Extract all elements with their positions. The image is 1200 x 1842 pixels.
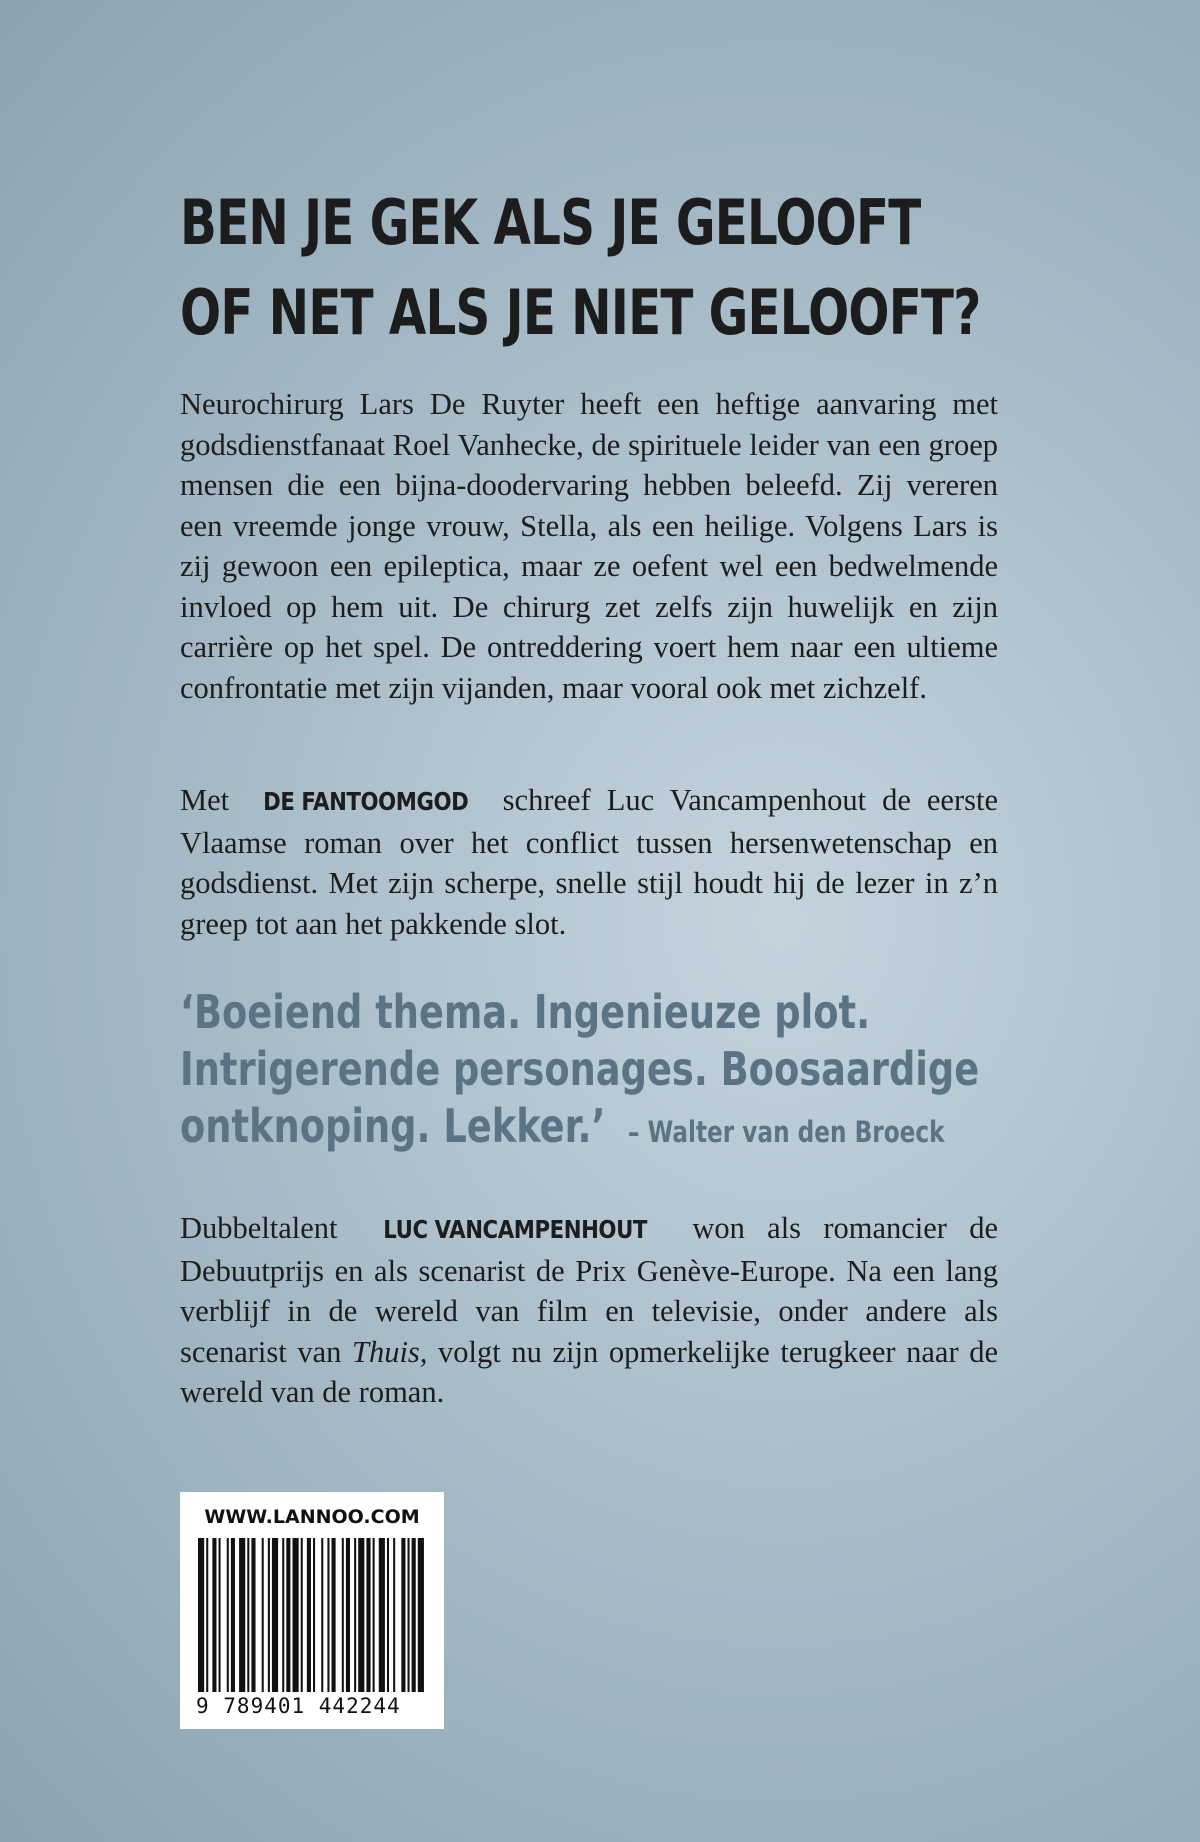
barcode-bar <box>286 1538 290 1692</box>
barcode-bar <box>227 1538 229 1692</box>
about-author-paragraph <box>180 1208 998 1413</box>
synopsis-paragraph: Neurochirurg Lars De Ruyter heeft een heftige aanvaring met godsdienstfanaat Roel Vanhecke, de spirituele leider van een groep mensen die een bijna-doodervaring hebben beleefd. Zij vereren een vreemde jonge vrouw, Stella, als een heilige. Volgens Lars is zij gewoon een epileptica, maar ze oefent wel een bedwelmende invloed op hem uit. De chirurg zet zelfs zijn huwelijk en zijn carrière op het spel. De ontreddering voert hem naar een ultieme confrontatie met zijn vijanden, maar vooral ook met zichzelf. <box>180 387 998 705</box>
barcode-bar <box>366 1538 370 1692</box>
barcode-bar <box>292 1538 298 1692</box>
about-book-prefix: Met <box>180 783 230 817</box>
barcode-bar <box>247 1538 249 1692</box>
about-author-text-2: volgt nu zijn opmerkelijke terugkeer naar de wereld van de roman. <box>180 1334 999 1409</box>
barcode-bar <box>262 1538 264 1692</box>
barcode-bar <box>401 1538 405 1692</box>
barcode-bar <box>387 1538 389 1692</box>
barcode-bar <box>327 1538 329 1692</box>
publisher-url: WWW.LANNOO.COM <box>204 1506 420 1528</box>
headline <box>180 178 981 358</box>
barcode-bar <box>251 1538 255 1692</box>
barcode-bar <box>272 1538 278 1692</box>
barcode-bar <box>313 1538 315 1692</box>
barcode-bar <box>373 1538 375 1692</box>
about-book-paragraph <box>180 780 998 944</box>
author-name: LUC VANCAMPENHOUT <box>383 1215 647 1244</box>
quote-line-1: ‘Boeiend thema. Ingenieuze plot. <box>180 985 871 1039</box>
barcode-bar <box>332 1538 336 1692</box>
barcode-bar <box>358 1538 364 1692</box>
barcode-bar <box>393 1538 395 1692</box>
barcode-bar <box>301 1538 303 1692</box>
tv-show-title: Thuis, <box>351 1334 428 1369</box>
barcode-bar <box>354 1538 356 1692</box>
quote-line-2: Intrigerende personages. Boosaardige <box>180 1042 980 1096</box>
about-book-text: schreef Luc Vancampenhout de eerste Vlaamse roman over het conflict tussen hersenwetenschap en godsdienst. Met zijn scherpe, snelle stijl houdt hij de lezer in z’n greep tot aan het pakkende slot. <box>180 783 999 941</box>
book-title: DE FANTOOMGOD <box>263 787 469 816</box>
quote-line-3-text: ontknoping. Lekker.’ <box>180 1099 606 1153</box>
barcode-bar <box>198 1538 204 1692</box>
barcode-bar <box>239 1538 245 1692</box>
about-author-text-1: won als romancier de Debuutprijs en als scenarist de Prix Genève-Europe. Na een lang verblijf in de wereld van film en televisie, onder andere als scenarist van <box>180 1211 999 1369</box>
barcode-bar <box>231 1538 235 1692</box>
review-quote <box>180 984 980 1161</box>
barcode-bar <box>408 1538 410 1692</box>
barcode-bar <box>346 1538 350 1692</box>
barcode-bars <box>198 1538 426 1692</box>
barcode-bar <box>212 1538 216 1692</box>
barcode-label <box>180 1492 444 1729</box>
about-author-prefix: Dubbeltalent <box>180 1211 338 1245</box>
barcode-bar <box>418 1538 424 1692</box>
barcode-bar <box>282 1538 284 1692</box>
barcode-bar <box>206 1538 208 1692</box>
headline-line-1: BEN JE GEK ALS JE GELOOFT <box>180 186 921 259</box>
quote-attribution: – Walter van den Broeck <box>627 1115 945 1149</box>
barcode-bar <box>268 1538 270 1692</box>
barcode-bar <box>379 1538 385 1692</box>
barcode-bar <box>307 1538 311 1692</box>
quote-line-3 <box>180 1098 945 1161</box>
barcode-bar <box>219 1538 221 1692</box>
barcode-bar <box>321 1538 323 1692</box>
headline-line-2: OF NET ALS JE NIET GELOOFT? <box>180 276 981 349</box>
barcode-bar <box>342 1538 344 1692</box>
isbn-digits: 9 789401 442244 <box>196 1694 401 1718</box>
barcode-bar <box>412 1538 416 1692</box>
